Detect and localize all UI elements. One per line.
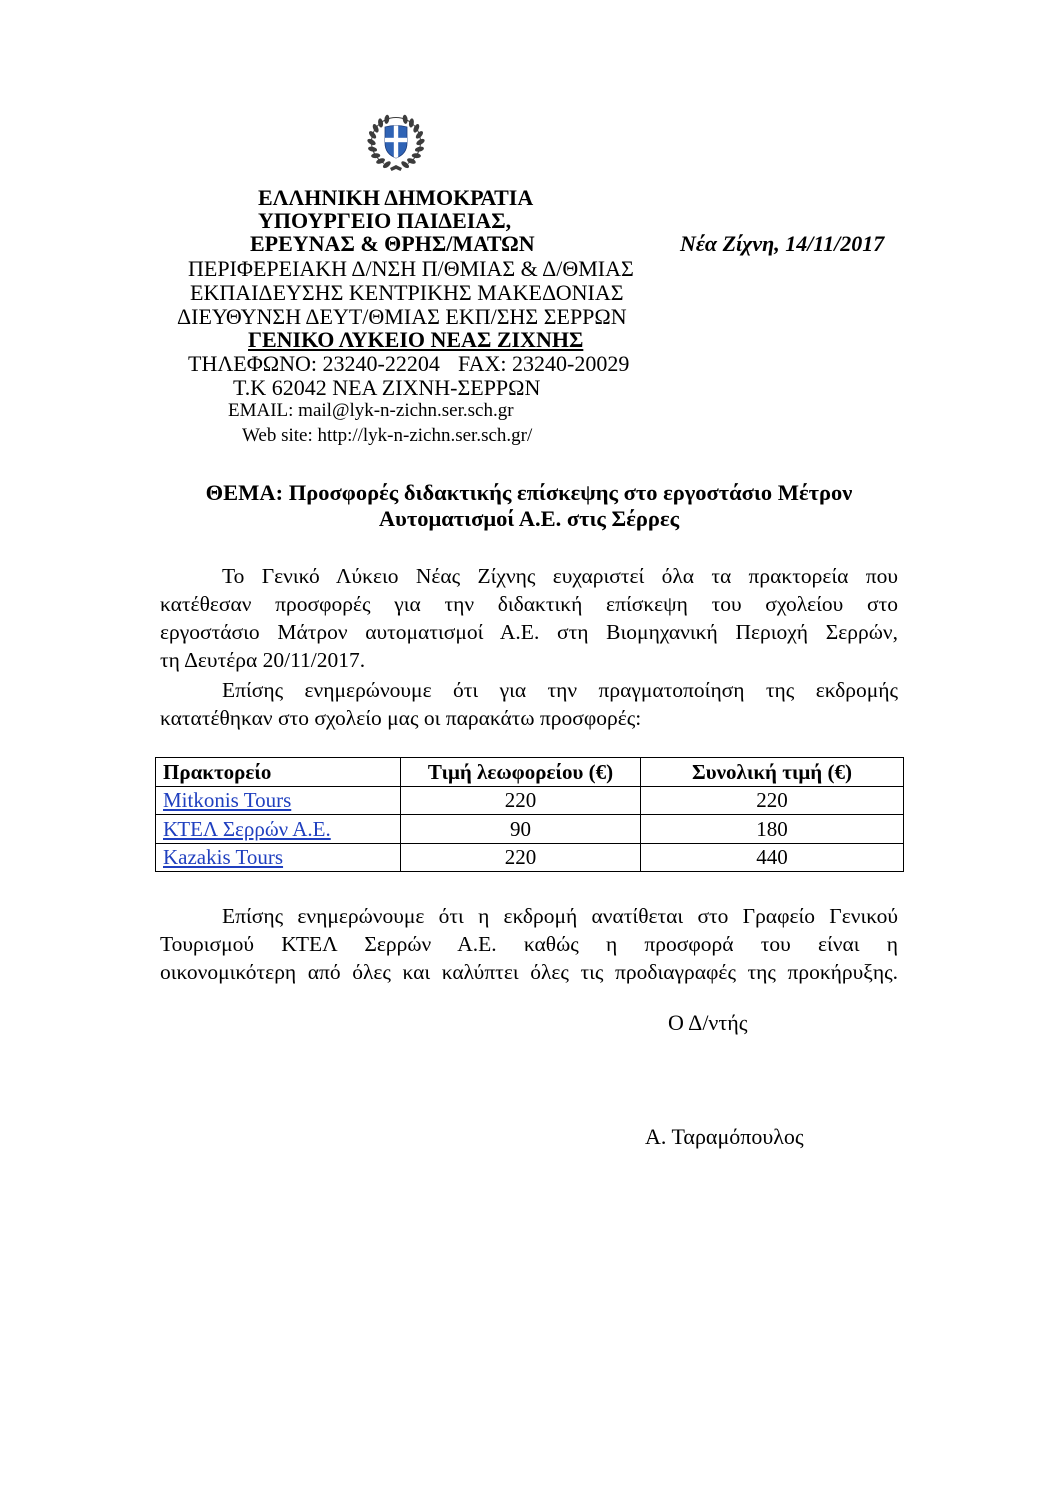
column-header-bus-price: Τιμή λεωφορείου (€) (401, 758, 641, 787)
greek-coat-of-arms-icon (364, 112, 428, 174)
country-name: ΕΛΛΗΝΙΚΗ ΔΗΜΟΚΡΑΤΙΑ (258, 185, 534, 210)
agency-link[interactable]: Kazakis Tours (163, 845, 284, 870)
website-address: Web site: http://lyk-n-zichn.ser.sch.gr/ (242, 425, 533, 446)
ministry-line-1: ΥΠΟΥΡΓΕΙΟ ΠΑΙΔΕΙΑΣ, (258, 208, 512, 233)
signature-role: Ο Δ/ντής (668, 1010, 748, 1035)
agency-cell (156, 786, 401, 815)
agency-link[interactable]: Mitkonis Tours (163, 788, 292, 813)
column-header-total-price: Συνολική τιμή (€) (641, 758, 904, 787)
column-header-agency: Πρακτορείο (156, 758, 401, 787)
email-address: EMAIL: mail@lyk-n-zichn.ser.sch.gr (228, 400, 514, 421)
paragraph-1-line: κατέθεσαν προσφορές για την διδακτική επίσκεψη του σχολείου στο (160, 592, 898, 616)
paragraph-1-line: τη Δευτέρα 20/11/2017. (160, 648, 366, 672)
phone-number: ΤΗΛΕΦΩΝΟ: 23240-22204 (188, 351, 440, 376)
agency-link[interactable]: ΚΤΕΛ Σερρών Α.Ε. (163, 816, 331, 841)
school-name: ΓΕΝΙΚΟ ΛΥΚΕΙΟ ΝΕΑΣ ΖΙΧΝΗΣ (248, 327, 584, 352)
total-price-cell: 220 (641, 786, 904, 815)
fax-number: FAX: 23240-20029 (458, 351, 630, 376)
subject-line-1: ΘΕΜΑ: Προσφορές διδακτικής επίσκεψης στο εργοστάσιο Μέτρον (205, 480, 853, 505)
bus-price-cell: 90 (401, 815, 641, 844)
subject-line-2: Αυτοματισμοί Α.Ε. στις Σέρρες (378, 506, 680, 531)
total-price-cell: 180 (641, 815, 904, 844)
table-header-row (156, 758, 904, 787)
table-row (156, 786, 904, 815)
bus-price-cell: 220 (401, 843, 641, 872)
signature-name: Α. Ταραμόπουλος (645, 1124, 804, 1149)
total-price-cell: 440 (641, 843, 904, 872)
paragraph-3-line: Τουρισμού ΚΤΕΛ Σερρών Α.Ε. καθώς η προσφορά του είναι η (160, 932, 898, 956)
directorate: ΔΙΕΥΘΥΝΣΗ ΔΕΥΤ/ΘΜΙΑΣ ΕΚΠ/ΣΗΣ ΣΕΡΡΩΝ (177, 304, 627, 329)
offers-table (155, 757, 904, 872)
table-row (156, 815, 904, 844)
postal-address: Τ.Κ 62042 ΝΕΑ ΖΙΧΝΗ-ΣΕΡΡΩΝ (233, 375, 541, 400)
agency-cell (156, 843, 401, 872)
bus-price-cell: 220 (401, 786, 641, 815)
paragraph-3-line: Επίσης ενημερώνουμε ότι η εκδρομή ανατίθεται στο Γραφείο Γενικού (222, 904, 898, 928)
paragraph-2-line: Επίσης ενημερώνουμε ότι για την πραγματοποίηση της εκδρομής (222, 678, 898, 702)
regional-directorate-line-1: ΠΕΡΙΦΕΡΕΙΑΚΗ Δ/ΝΣΗ Π/ΘΜΙΑΣ & Δ/ΘΜΙΑΣ (188, 256, 634, 281)
paragraph-1-line: Το Γενικό Λύκειο Νέας Ζίχνης ευχαριστεί όλα τα πρακτορεία που (222, 564, 898, 588)
ministry-line-2: ΕΡΕΥΝΑΣ & ΘΡΗΣ/ΜΑΤΩΝ (250, 231, 535, 256)
paragraph-1-line: εργοστάσιο Μάτρον αυτοματισμοί Α.Ε. στη Βιομηχανική Περιοχή Σερρών, (160, 620, 898, 644)
agency-cell (156, 815, 401, 844)
place-date: Νέα Ζίχνη, 14/11/2017 (680, 231, 885, 256)
paragraph-3-line: οικονομικότερη από όλες και καλύπτει όλες τις προδιαγραφές της προκήρυξης. (160, 960, 898, 984)
regional-directorate-line-2: ΕΚΠΑΙΔΕΥΣΗΣ ΚΕΝΤΡΙΚΗΣ ΜΑΚΕΔΟΝΙΑΣ (190, 280, 624, 305)
paragraph-2-line: κατατέθηκαν στο σχολείο μας οι παρακάτω προσφορές: (160, 706, 642, 730)
table-row (156, 843, 904, 872)
